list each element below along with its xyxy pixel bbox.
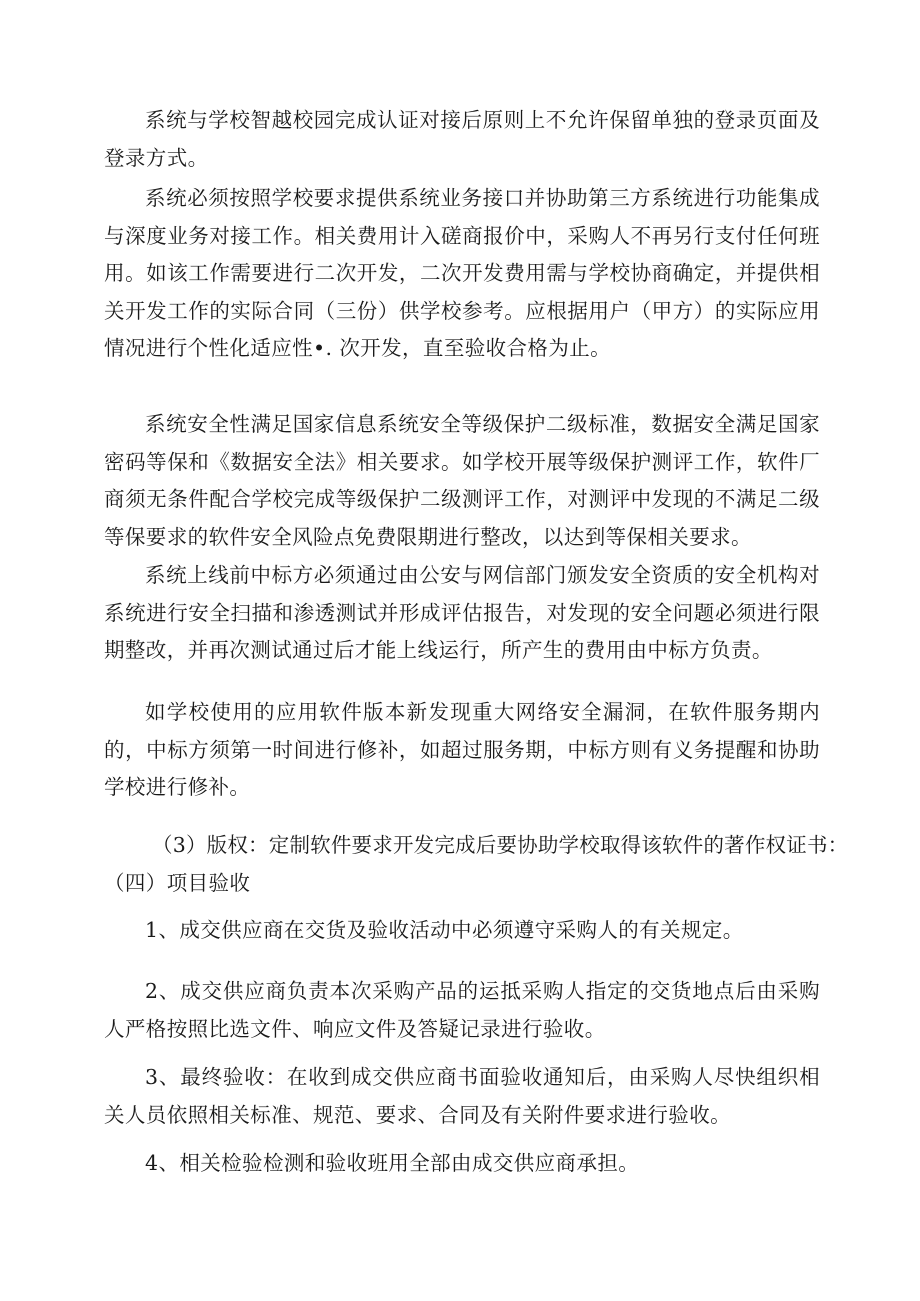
acceptance-item-1: 1、成交供应商在交货及验收活动中必须遵守采购人的有关规定。 — [145, 918, 744, 942]
acceptance-item-4: 4、相关检验检测和验收班用全部由成交供应商承担。 — [145, 1151, 640, 1175]
copyright-item: （3）版权：定制软件要求开发完成后要协助学校取得该软件的著作权证书： — [152, 833, 849, 857]
paragraph-vulnerability-patching: 如学校使用的应用软件版本新发现重大网络安全漏洞，在软件服务期内的，中标方须第一时间进行修补，如超过服务期，中标方则有义务提醒和协助学校进行修补。 — [104, 700, 820, 799]
acceptance-item-2: 2、成交供应商负责本次采购产品的运抵采购人指定的交货地点后由采购人严格按照比选文件、响应文件及答疑记录进行验收。 — [104, 979, 820, 1041]
acceptance-item-3: 3、最终验收：在收到成交供应商书面验收通知后，由采购人尽快组织相关人员依照相关标准、规范、要求、合同及有关附件要求进行验收。 — [104, 1065, 820, 1127]
paragraph-pre-launch-testing: 系统上线前中标方必须通过由公安与网信部门颁发安全资质的安全机构对系统进行安全扫描和渗透测试并形成评估报告，对发现的安全问题必须进行限期整改，并再次测试通过后才能上线运行，所产生的费用由中标方负责。 — [104, 563, 820, 662]
paragraph-login-integration: 系统与学校智越校园完成认证对接后原则上不允许保留单独的登录页面及登录方式。 — [104, 108, 820, 170]
paragraph-security-level: 系统安全性满足国家信息系统安全等级保护二级标准，数据安全满足国家密码等保和《数据安全法》相关要求。如学校开展等级保护测评工作，软件厂商须无条件配合学校完成等级保护二级测评工作，对测评中发现的不满足二级等保要求的软件安全风险点免费限期进行整改，以达到等保相关要求。 — [104, 412, 820, 549]
section-heading-project-acceptance: （四）项目验收 — [104, 871, 251, 895]
paragraph-system-interface: 系统必须按照学校要求提供系统业务接口并协助第三方系统进行功能集成与深度业务对接工作。相关费用计入磋商报价中，采购人不再另行支付任何班用。如该工作需要进行二次开发，二次开发费用需与学校协商确定，并提供相关开发工作的实际合同（三份）供学校参考。应根据用户（甲方）的实际应用情况进行个性化适应性•. 次开发，直至验收合格为止。 — [104, 186, 820, 360]
